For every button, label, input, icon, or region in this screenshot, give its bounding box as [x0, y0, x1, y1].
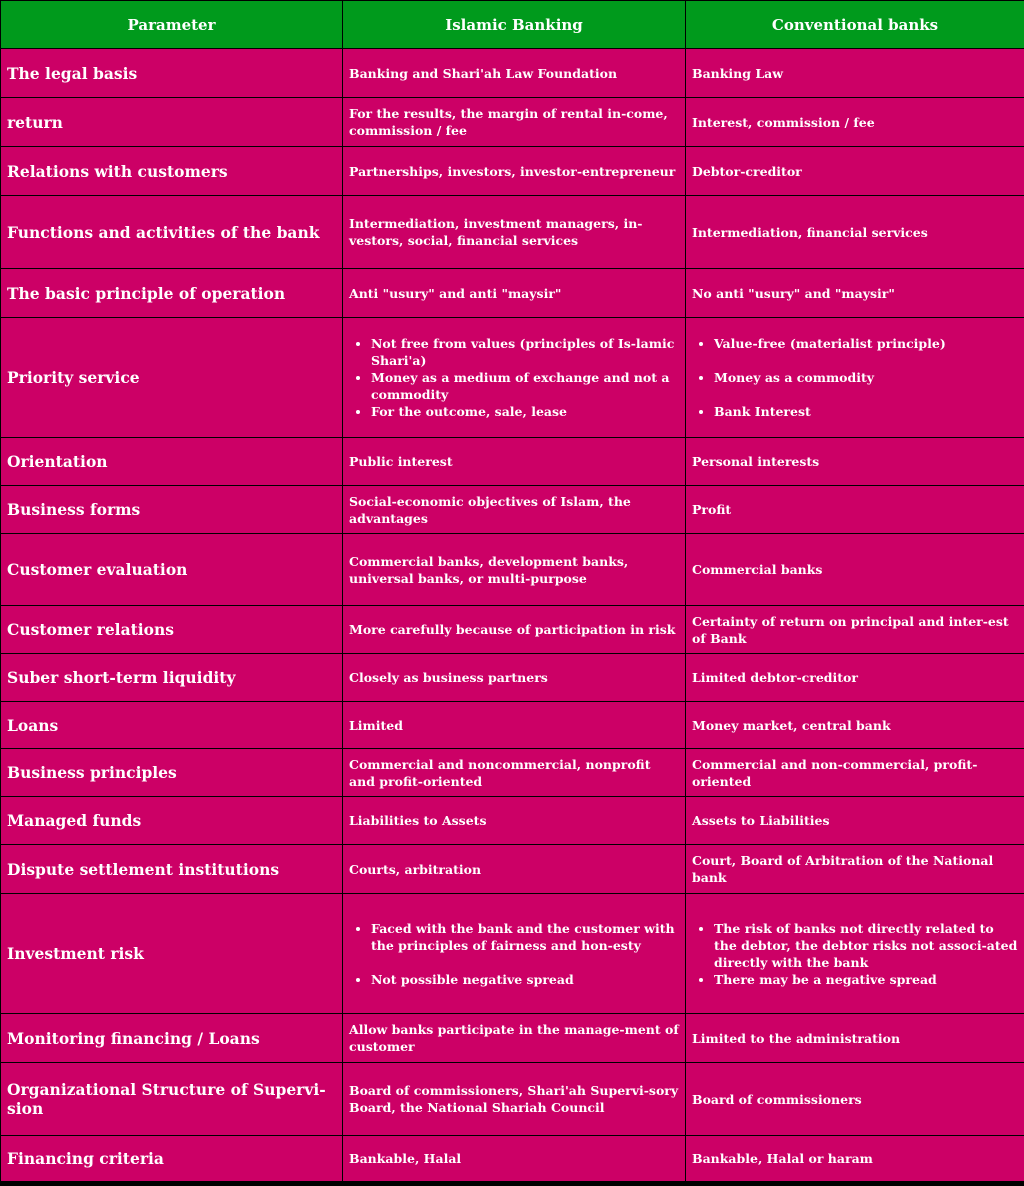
- parameter-cell: Monitoring financing / Loans: [1, 1014, 343, 1063]
- list-item: • Value-free (materialist principle): [714, 335, 1018, 352]
- parameter-cell: Organizational Structure of Supervi-sion: [1, 1063, 343, 1136]
- islamic-bullet-list: [349, 335, 679, 420]
- parameter-cell: Relations with customers: [1, 147, 343, 196]
- parameter-cell: Priority service: [1, 318, 343, 438]
- parameter-cell: Investment risk: [1, 894, 343, 1014]
- parameter-cell: Managed funds: [1, 797, 343, 845]
- table-row: [1, 438, 1024, 486]
- conventional-cell: Limited debtor-creditor: [686, 654, 1024, 702]
- parameter-cell: The basic principle of operation: [1, 269, 343, 318]
- list-item: • Faced with the bank and the customer with the principles of fairness and hon-esty: [371, 920, 679, 954]
- conventional-cell: Limited to the administration: [686, 1014, 1024, 1063]
- list-item: • There may be a negative spread: [714, 971, 1018, 988]
- table-row: [1, 1063, 1024, 1136]
- conventional-bullet-list: [692, 335, 1018, 420]
- islamic-cell: More carefully because of participation in risk: [343, 606, 686, 654]
- islamic-cell: Allow banks participate in the manage-ment of customer: [343, 1014, 686, 1063]
- parameter-cell: Orientation: [1, 438, 343, 486]
- islamic-cell: Courts, arbitration: [343, 845, 686, 894]
- table-row: [1, 98, 1024, 147]
- islamic-cell: Bankable, Halal: [343, 1136, 686, 1182]
- parameter-cell: Functions and activities of the bank: [1, 196, 343, 269]
- islamic-cell: Social-economic objectives of Islam, the advantages: [343, 486, 686, 534]
- conventional-cell: Debtor-creditor: [686, 147, 1024, 196]
- list-item: • Not free from values (principles of Is-lamic Shari'a): [371, 335, 679, 369]
- islamic-cell: Partnerships, investors, investor-entrepreneur: [343, 147, 686, 196]
- header-islamic-banking: Islamic Banking: [343, 1, 686, 49]
- conventional-cell: Bankable, Halal or haram: [686, 1136, 1024, 1182]
- islamic-cell: Board of commissioners, Shari'ah Supervi-sory Board, the National Shariah Council: [343, 1063, 686, 1136]
- islamic-cell: Commercial banks, development banks, universal banks, or multi-purpose: [343, 534, 686, 606]
- islamic-cell: Liabilities to Assets: [343, 797, 686, 845]
- table-row: [1, 1136, 1024, 1182]
- conventional-cell: Personal interests: [686, 438, 1024, 486]
- table-row: [1, 49, 1024, 98]
- islamic-cell: Banking and Shari'ah Law Foundation: [343, 49, 686, 98]
- conventional-cell: Money market, central bank: [686, 702, 1024, 749]
- table-row: [1, 702, 1024, 749]
- table-row: [1, 845, 1024, 894]
- table-row: [1, 534, 1024, 606]
- table-row: [1, 749, 1024, 797]
- islamic-cell: Commercial and noncommercial, nonprofit and profit-oriented: [343, 749, 686, 797]
- islamic-cell: For the results, the margin of rental in-come, commission / fee: [343, 98, 686, 147]
- conventional-bullet-list: [692, 920, 1018, 988]
- list-item: • The risk of banks not directly related to the debtor, the debtor risks not associ-ated directly with the bank: [714, 920, 1018, 971]
- parameter-cell: return: [1, 98, 343, 147]
- islamic-cell: [343, 894, 686, 1014]
- parameter-cell: The legal basis: [1, 49, 343, 98]
- parameter-cell: Loans: [1, 702, 343, 749]
- conventional-cell: Commercial banks: [686, 534, 1024, 606]
- table-row: [1, 797, 1024, 845]
- table-row: [1, 1014, 1024, 1063]
- list-item: • Not possible negative spread: [371, 971, 679, 988]
- islamic-cell: Intermediation, investment managers, in-vestors, social, financial services: [343, 196, 686, 269]
- islamic-cell: Limited: [343, 702, 686, 749]
- parameter-cell: Customer relations: [1, 606, 343, 654]
- conventional-cell: No anti "usury" and "maysir": [686, 269, 1024, 318]
- conventional-cell: Banking Law: [686, 49, 1024, 98]
- islamic-cell: Closely as business partners: [343, 654, 686, 702]
- table-row: [1, 147, 1024, 196]
- conventional-cell: [686, 894, 1024, 1014]
- islamic-cell: Public interest: [343, 438, 686, 486]
- list-item: • For the outcome, sale, lease: [371, 403, 679, 420]
- list-item: • Money as a medium of exchange and not a commodity: [371, 369, 679, 403]
- islamic-cell: [343, 318, 686, 438]
- table-row: [1, 894, 1024, 1014]
- parameter-cell: Financing criteria: [1, 1136, 343, 1182]
- parameter-cell: Business principles: [1, 749, 343, 797]
- header-conventional-banks: Conventional banks: [686, 1, 1024, 49]
- conventional-cell: Commercial and non-commercial, profit-oriented: [686, 749, 1024, 797]
- table-row: [1, 486, 1024, 534]
- conventional-cell: [686, 318, 1024, 438]
- conventional-cell: Certainty of return on principal and inter-est of Bank: [686, 606, 1024, 654]
- table-row: [1, 196, 1024, 269]
- conventional-cell: Intermediation, financial services: [686, 196, 1024, 269]
- conventional-cell: Board of commissioners: [686, 1063, 1024, 1136]
- islamic-bullet-list: [349, 920, 679, 988]
- header-row: [1, 1, 1024, 49]
- parameter-cell: Suber short-term liquidity: [1, 654, 343, 702]
- parameter-cell: Dispute settlement institutions: [1, 845, 343, 894]
- table-row: [1, 606, 1024, 654]
- table-row: [1, 654, 1024, 702]
- conventional-cell: Assets to Liabilities: [686, 797, 1024, 845]
- table-row: [1, 318, 1024, 438]
- conventional-cell: Court, Board of Arbitration of the National bank: [686, 845, 1024, 894]
- conventional-cell: Profit: [686, 486, 1024, 534]
- islamic-cell: Anti "usury" and anti "maysir": [343, 269, 686, 318]
- table-row: [1, 269, 1024, 318]
- header-parameter: Parameter: [1, 1, 343, 49]
- parameter-cell: Customer evaluation: [1, 534, 343, 606]
- parameter-cell: Business forms: [1, 486, 343, 534]
- list-item: • Bank Interest: [714, 403, 1018, 420]
- conventional-cell: Interest, commission / fee: [686, 98, 1024, 147]
- list-item: • Money as a commodity: [714, 369, 1018, 386]
